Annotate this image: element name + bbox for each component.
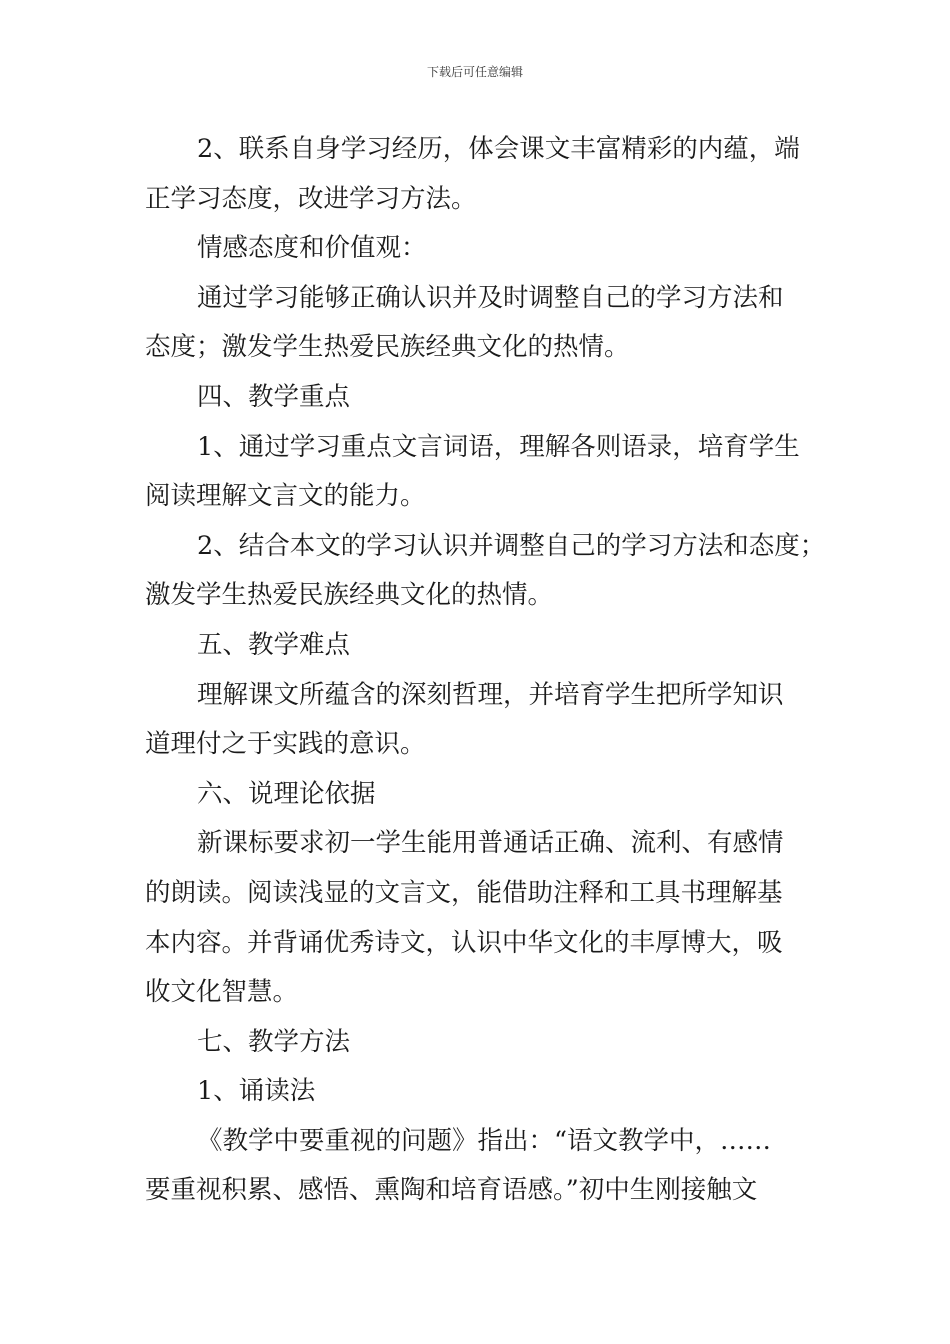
document-body: [145, 125, 826, 1216]
paragraph-line: 1、通过学习重点文言词语，理解各则语录，培育学生: [197, 431, 800, 462]
paragraph-line: 《教学中要重视的问题》指出：“语文教学中，……: [197, 1125, 772, 1156]
paragraph-line: 的朗读。阅读浅显的文言文，能借助注释和工具书理解基: [145, 877, 783, 908]
paragraph-line: 要重视积累、感悟、熏陶和培育语感。”初中生刚接触文: [145, 1175, 758, 1206]
paragraph-line: 新课标要求初一学生能用普通话正确、流利、有感情: [197, 828, 784, 859]
section-heading: 六、说理论依据: [197, 778, 376, 809]
section-heading: 七、教学方法: [197, 1026, 351, 1057]
paragraph-line: 情感态度和价值观：: [197, 233, 427, 264]
paragraph-line: 阅读理解文言文的能力。: [145, 481, 426, 512]
paragraph-line: 理解课文所蕴含的深刻哲理，并培育学生把所学知识: [197, 679, 784, 710]
section-heading: 四、教学重点: [197, 381, 351, 412]
paragraph-line: 激发学生热爱民族经典文化的热情。: [145, 580, 554, 611]
paragraph-line: 道理付之于实践的意识。: [145, 729, 426, 760]
paragraph-line: 通过学习能够正确认识并及时调整自己的学习方法和: [197, 282, 784, 313]
paragraph-line: 本内容。并背诵优秀诗文，认识中华文化的丰厚博大，吸: [145, 927, 783, 958]
paragraph-line: 态度；激发学生热爱民族经典文化的热情。: [145, 332, 630, 363]
paragraph-line: 正学习态度，改进学习方法。: [145, 183, 477, 214]
paragraph-line: 1、诵读法: [197, 1076, 316, 1107]
paragraph-line: 2、联系自身学习经历，体会课文丰富精彩的内蕴，端: [197, 134, 800, 164]
section-heading: 五、教学难点: [197, 629, 351, 660]
page-header: 下载后可任意编辑: [426, 65, 523, 79]
paragraph-line: 收文化智慧。: [145, 977, 299, 1008]
paragraph-line: 2、结合本文的学习认识并调整自己的学习方法和态度；: [197, 530, 826, 561]
